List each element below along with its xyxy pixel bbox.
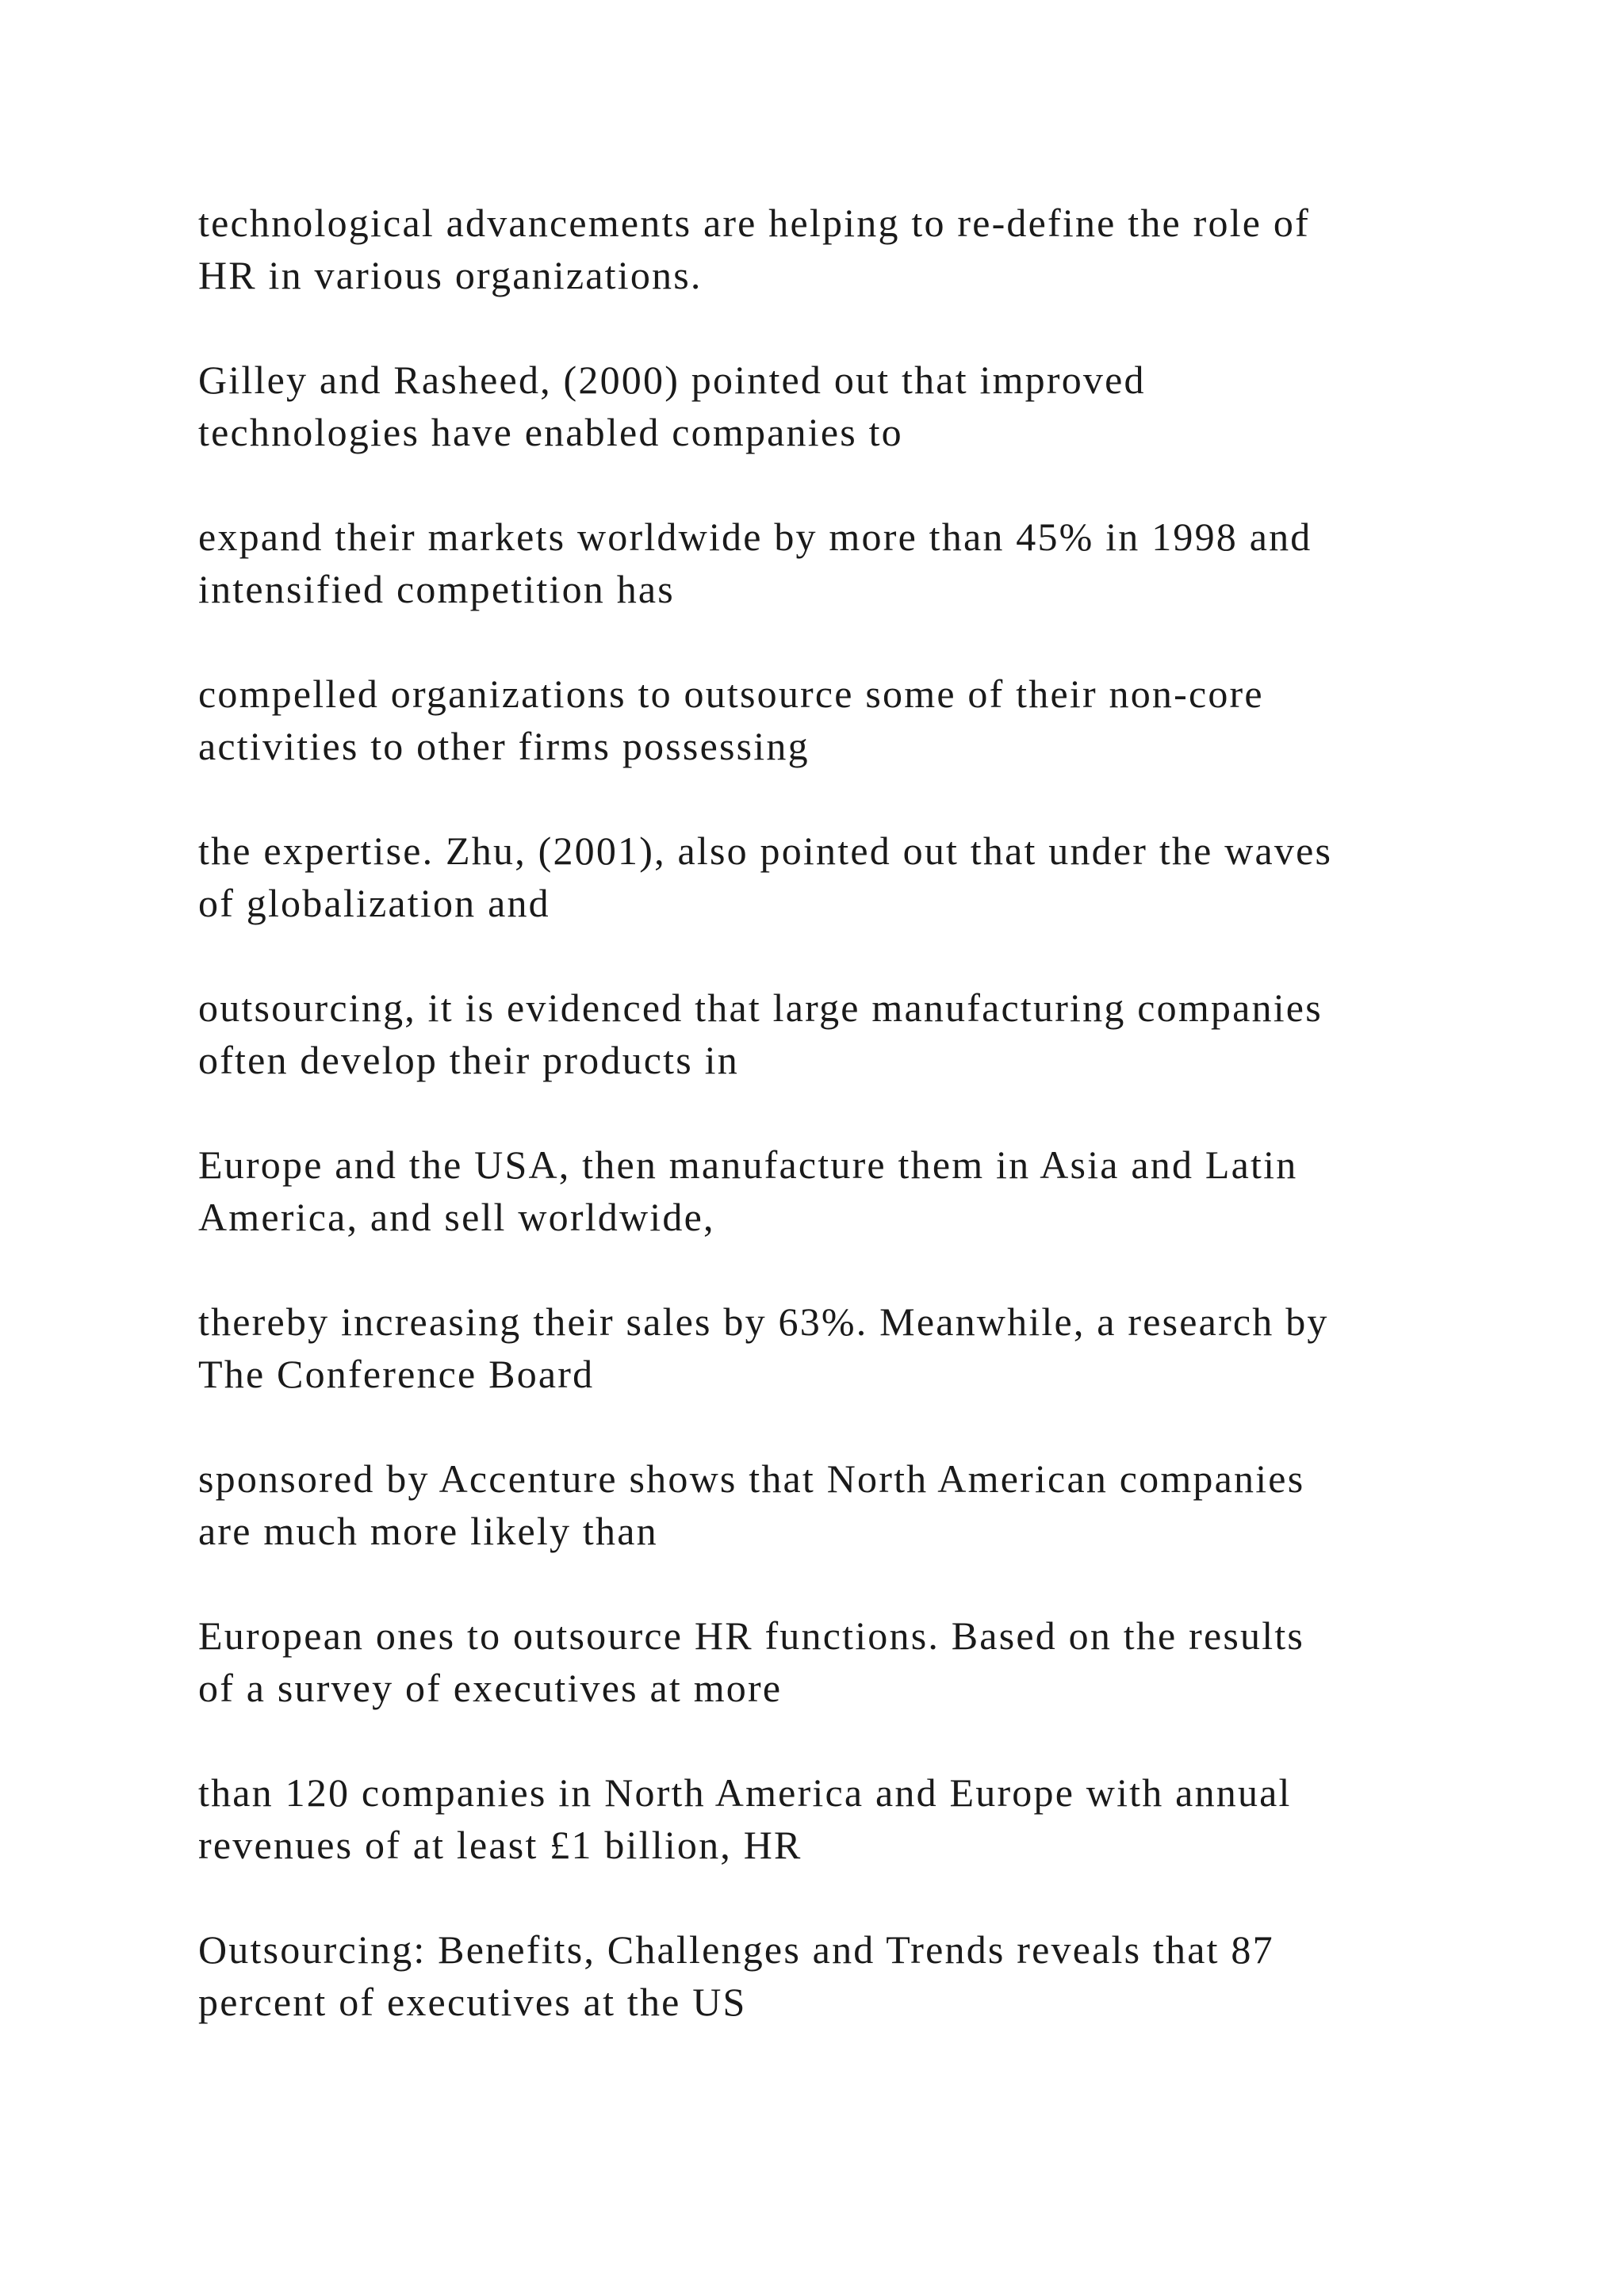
- paragraph-5: [198, 825, 1499, 929]
- text-line: Europe and the USA, then manufacture them in Asia and Latin: [198, 1142, 1298, 1187]
- text-line: revenues of at least £1 billion, HR: [198, 1823, 802, 1867]
- text-line: activities to other firms possessing: [198, 724, 810, 768]
- text-line: technological advancements are helping to re-define the role of: [198, 201, 1310, 245]
- text-line: outsourcing, it is evidenced that large manufacturing companies: [198, 985, 1323, 1030]
- text-line: are much more likely than: [198, 1509, 658, 1553]
- paragraph-2: [198, 354, 1499, 458]
- text-line: intensified competition has: [198, 567, 675, 611]
- text-line: European ones to outsource HR functions. Based on the results: [198, 1613, 1305, 1658]
- text-line: sponsored by Accenture shows that North American companies: [198, 1456, 1305, 1501]
- text-line: America, and sell worldwide,: [198, 1195, 715, 1239]
- text-line: The Conference Board: [198, 1352, 595, 1396]
- body-text: [198, 197, 1499, 2080]
- text-line: technologies have enabled companies to: [198, 410, 903, 454]
- text-line: percent of executives at the US: [198, 1980, 747, 2024]
- paragraph-8: [198, 1295, 1499, 1400]
- paragraph-7: [198, 1138, 1499, 1243]
- text-line: than 120 companies in North America and Europe with annual: [198, 1770, 1292, 1815]
- paragraph-3: [198, 511, 1499, 615]
- paragraph-12: [198, 1923, 1499, 2028]
- paragraph-9: [198, 1452, 1499, 1557]
- paragraph-4: [198, 668, 1499, 772]
- text-line: Outsourcing: Benefits, Challenges and Trends reveals that 87: [198, 1927, 1274, 1972]
- text-line: of globalization and: [198, 881, 550, 925]
- paragraph-1: [198, 197, 1499, 301]
- paragraph-10: [198, 1609, 1499, 1714]
- text-line: expand their markets worldwide by more than 45% in 1998 and: [198, 515, 1312, 559]
- text-line: often develop their products in: [198, 1038, 739, 1082]
- text-line: Gilley and Rasheed, (2000) pointed out that improved: [198, 358, 1146, 402]
- paragraph-6: [198, 982, 1499, 1086]
- text-line: compelled organizations to outsource some of their non-core: [198, 672, 1264, 716]
- paragraph-11: [198, 1766, 1499, 1871]
- text-line: of a survey of executives at more: [198, 1666, 783, 1710]
- text-line: HR in various organizations.: [198, 253, 703, 297]
- text-line: thereby increasing their sales by 63%. Meanwhile, a research by: [198, 1299, 1329, 1344]
- text-line: the expertise. Zhu, (2001), also pointed out that under the waves: [198, 828, 1333, 873]
